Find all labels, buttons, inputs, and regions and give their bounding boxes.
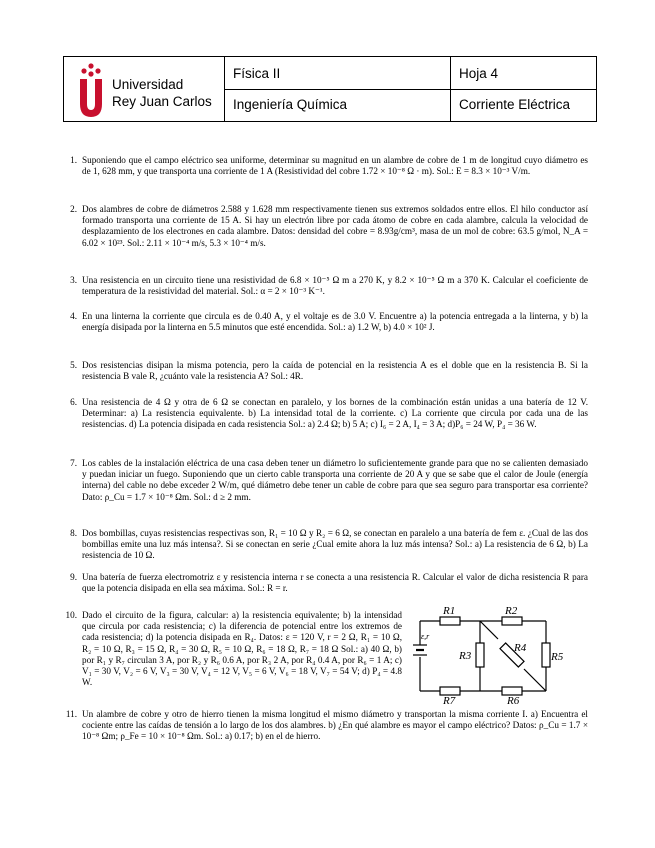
problem-text: Una resistencia en un circuito tiene una resistividad de 6.8 × 10⁻⁵ Ω m a 270 K, y 8.2 × 10⁻⁵ Ω m a 370 K. Calcular el coeficiente de temperatura de la resistividad del material. Sol.: α = 2 × 10⁻³ K⁻¹. xyxy=(82,275,588,297)
resistor-r2 xyxy=(502,617,522,625)
problem-number: 7. xyxy=(70,458,77,468)
university-name-line1: Universidad xyxy=(112,77,184,92)
problem-number: 6. xyxy=(70,397,77,407)
circuit-wire xyxy=(524,669,546,691)
problem-number: 3. xyxy=(70,275,77,285)
header-divider xyxy=(225,89,596,90)
label-r5: R5 xyxy=(551,651,564,663)
problem-number: 2. xyxy=(70,204,77,214)
problem-text: Dos bombillas, cuyas resistencias respectivas son, R₁ = 10 Ω y R₂ = 6 Ω, se conectan en paralelo a una batería de fem ε. ¿Cual de las dos bombillas emite una luz más intensa?. Si se conectan en serie ¿Cual emite ahora la luz más intensa? Sol.: a) La resistencia de 6 Ω, b) La resistencia de 10 Ω. xyxy=(82,528,588,561)
label-r2: R2 xyxy=(505,605,518,617)
problem-text: Una batería de fuerza electromotriz ε y resistencia interna r se conecta a una resistencia R. Calcular el valor de dicha resistencia R para que la potencia disipada en ella sea máxima. Sol.: R = r. xyxy=(82,572,588,594)
problem-number: 9. xyxy=(70,572,77,582)
university-name-line2: Rey Juan Carlos xyxy=(112,94,212,109)
label-r7: R7 xyxy=(443,695,456,705)
problem-number: 4. xyxy=(70,311,77,321)
logo-cell xyxy=(64,57,225,121)
label-emf: ε,r xyxy=(421,632,430,641)
resistor-r3 xyxy=(476,643,484,667)
problem-text: Dos resistencias disipan la misma potencia, pero la caída de potencial en la resistencia A es el doble que en la resistencia B. Si la resistencia B vale R, ¿cuánto vale la resistencia A? Sol.: 4R. xyxy=(82,360,588,382)
problem-number: 8. xyxy=(70,528,77,538)
problem-text: Suponiendo que el campo eléctrico sea uniforme, determinar su magnitud en un alambre de cobre de 1 m de longitud cuyo diámetro es de 1, 628 mm, y que transporta una corriente de 1 A (Resistividad del cobre 1.72 × 10⁻⁸ Ω · m). Sol.: E = 8.3 × 10⁻³ V/m. xyxy=(82,155,588,177)
resistor-r1 xyxy=(440,617,460,625)
degree-name: Ingeniería Química xyxy=(233,97,348,112)
resistor-r6 xyxy=(502,687,522,695)
resistor-r5 xyxy=(542,643,550,667)
problem-text: En una linterna la corriente que circula es de 0.40 A, y el voltaje es de 3.0 V. Encuentre a) la potencia entregada a la linterna, y b) la energía disipada por la linterna en 5.5 minutos que esté encendida. Sol.: a) 1.2 W, b) 4.0 × 10² J. xyxy=(82,311,588,333)
sheet-topic: Corriente Eléctrica xyxy=(459,97,571,112)
circuit-wire xyxy=(480,621,498,639)
label-r3: R3 xyxy=(459,650,472,662)
problem-text: Dos alambres de cobre de diámetros 2.588 y 1.628 mm respectivamente tienen sus extremos soldados entre ellos. El hilo conductor así formado transporta una corriente de 15 A. Si hay un electrón libre por cada átomo de cobre en cada alambre, calcula la velocidad de desplazamiento de los electrones en cada alambre. Datos: densidad del cobre = 8.93g/cm³, masa de un mol de cobre: 63.5 g/mol, N_A = 6.02 × 10²³. Sol.: 2.11 × 10⁻⁴ m/s, 5.3 × 10⁻⁴ m/s. xyxy=(82,204,588,248)
problem-text: Una resistencia de 4 Ω y otra de 6 Ω se conectan en paralelo, y los bornes de la combinación están unidas a una batería de 12 V. Determinar: a) La resistencia equivalente. b) La intensidad total de la corriente. c) La corriente que circula por cada una de las resistencias. d) La potencia disipada en cada resistencia Sol.: a) 2.4 Ω; b) 5 A; c) I₆ = 2 A, I₄ = 3 A; d)P₆ = 24 W, P₄ = 36 W. xyxy=(82,397,588,430)
problem-text: Los cables de la instalación eléctrica de una casa deben tener un diámetro lo suficientemente grande para que no se calienten demasiado y puedan iniciar un fuego. Suponiendo que un cierto cable transporta una corriente de 20 A y que se sabe que el calor de Joule (energía interna) del cable no debe exceder 2 W/m, qué diámetro debe tener un cable de cobre para que sea seguro para transportar esa corriente? Dato: ρ_Cu = 1.7 × 10⁻⁸ Ωm. Sol.: d ≥ 2 mm. xyxy=(82,458,588,502)
university-logo-icon xyxy=(76,62,106,118)
resistor-r7 xyxy=(440,687,460,695)
course-name: Física II xyxy=(233,66,281,81)
label-r4: R4 xyxy=(514,642,527,654)
problem-text: Dado el circuito de la figura, calcular: a) la resistencia equivalente; b) la intensidad que circula por cada resistencia; c) la diferencia de potencial entre los extremos de cada resistencia; d) la potencia disipada en R₄. Datos: ε = 120 V, r = 2 Ω, R₁ = 10 Ω, R₂ = 10 Ω, R₃ = 15 Ω, R₄ = 30 Ω, R₅ = 10 Ω, R₆ = 18 Ω, R₇ = 18 Ω Sol.: a) 40 Ω, b) por R₁ y R₇ circulan 3 A, por R₂ y R₆ 0.6 A, por R₃ 2 A, por R₄ 0.4 A, por R₆ = 1 A; c) V₁ = 30 V, V₂ = 6 V, V₃ = 30 V, V₄ = 12 V, V₅ = 6 V, V₆ = 18 V, V₇ = 54 V; d) P₄ = 4.8 W. xyxy=(82,610,402,688)
problem-number: 10. xyxy=(65,610,77,620)
circuit-diagram xyxy=(410,603,570,705)
header-table xyxy=(63,56,597,122)
label-r6: R6 xyxy=(507,695,520,705)
sheet-number: Hoja 4 xyxy=(459,66,499,81)
problem-text: Un alambre de cobre y otro de hierro tienen la misma longitud el mismo diámetro y transportan la misma corriente I. a) Encuentra el cociente entre las caídas de tensión a lo largo de los dos alambres. b) ¿En qué alambre es mayor el campo eléctrico? Datos: ρ_Cu = 1.7 × 10⁻⁸ Ωm; ρ_Fe = 10 × 10⁻⁸ Ωm. Sol.: a) 0.17; b) en el de hierro. xyxy=(82,709,588,742)
label-r1: R1 xyxy=(443,605,456,617)
problem-number: 1. xyxy=(70,155,77,165)
problem-number: 5. xyxy=(70,360,77,370)
problem-number: 11. xyxy=(65,709,77,719)
